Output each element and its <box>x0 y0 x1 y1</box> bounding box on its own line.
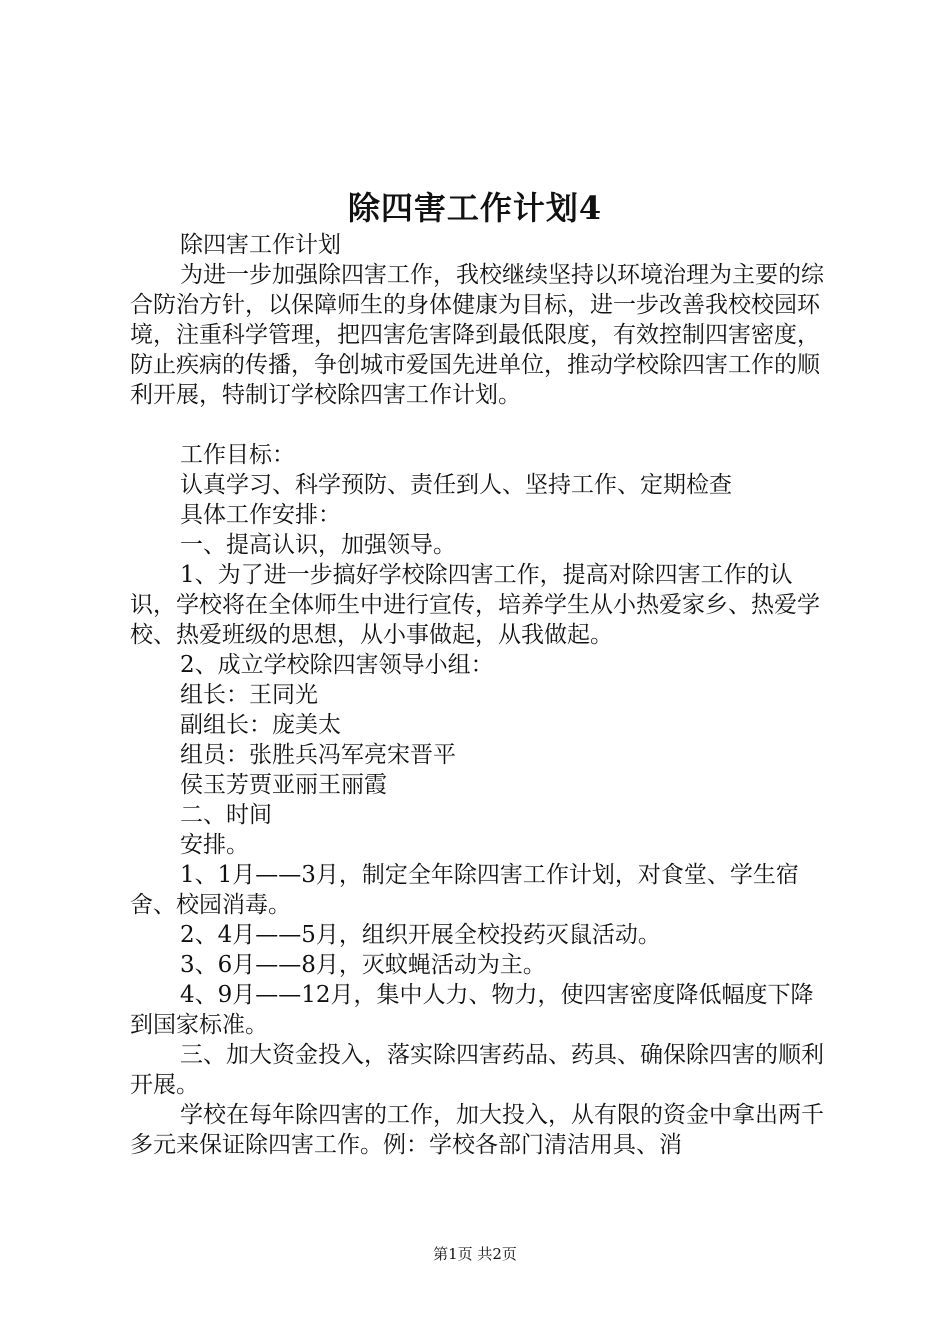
paragraph-goal-text: 认真学习、科学预防、责任到人、坚持工作、定期检查 <box>180 472 732 498</box>
paragraph-item-two: 2、成立学校除四害领导小组： <box>180 652 494 678</box>
page-footer: 第1页 共2页 <box>433 1245 517 1263</box>
paragraph-section-one: 一、提高认识，加强领导。 <box>180 532 456 558</box>
paragraph-item-one: 1、为了进一步搞好学校除四害工作，提高对除四害工作的认识，学校将在全体师生中进行宣传，培养学生从小热爱家乡、热爱学校、热爱班级的思想，从小事做起，从我做起。 <box>130 562 820 648</box>
paragraph-section-three: 三、加大资金投入，落实除四害药品、药具、确保除四害的顺利开展。 <box>130 1042 824 1098</box>
paragraph-leader: 组长：王同光 <box>180 682 318 708</box>
paragraph-funding: 学校在每年除四害的工作，加大投入，从有限的资金中拿出两千多元来保证除四害工作。例：学校各部门清洁用具、消 <box>130 1102 824 1158</box>
paragraph-schedule-two: 2、4月——5月，组织开展全校投药灭鼠活动。 <box>180 922 661 948</box>
document-title: 除四害工作计划4 <box>347 189 603 227</box>
paragraph-schedule-four: 4、9月——12月，集中人力、物力，使四害密度降低幅度下降到国家标准。 <box>130 982 814 1038</box>
paragraph-intro: 为进一步加强除四害工作，我校继续坚持以环境治理为主要的综合防治方针，以保障师生的身体健康为目标，进一步改善我校校园环境，注重科学管理，把四害危害降到最低限度，有效控制四害密度，防止疾病的传播，争创城市爱国先进单位，推动学校除四害工作的顺利开展，特制订学校除四害工作计划。 <box>130 262 824 408</box>
paragraph-goal-title: 工作目标： <box>180 442 295 468</box>
paragraph-members: 组员：张胜兵冯军亮宋晋平 <box>180 742 456 768</box>
paragraph-section-two-continued: 安排。 <box>180 832 249 858</box>
paragraph-members-continued: 侯玉芳贾亚丽王丽霞 <box>180 772 387 798</box>
paragraph-section-two: 二、时间 <box>180 802 272 828</box>
paragraph-spacer <box>130 410 830 440</box>
paragraph-schedule-one: 1、1月——3月，制定全年除四害工作计划，对食堂、学生宿舍、校园消毒。 <box>130 862 799 918</box>
paragraph-deputy-leader: 副组长：庞美太 <box>180 712 341 738</box>
paragraph-arrangement-title: 具体工作安排： <box>180 502 341 528</box>
paragraph-schedule-three: 3、6月——8月，灭蚊蝇活动为主。 <box>180 952 546 978</box>
paragraph-heading: 除四害工作计划 <box>180 232 341 258</box>
document-body <box>130 230 830 1160</box>
